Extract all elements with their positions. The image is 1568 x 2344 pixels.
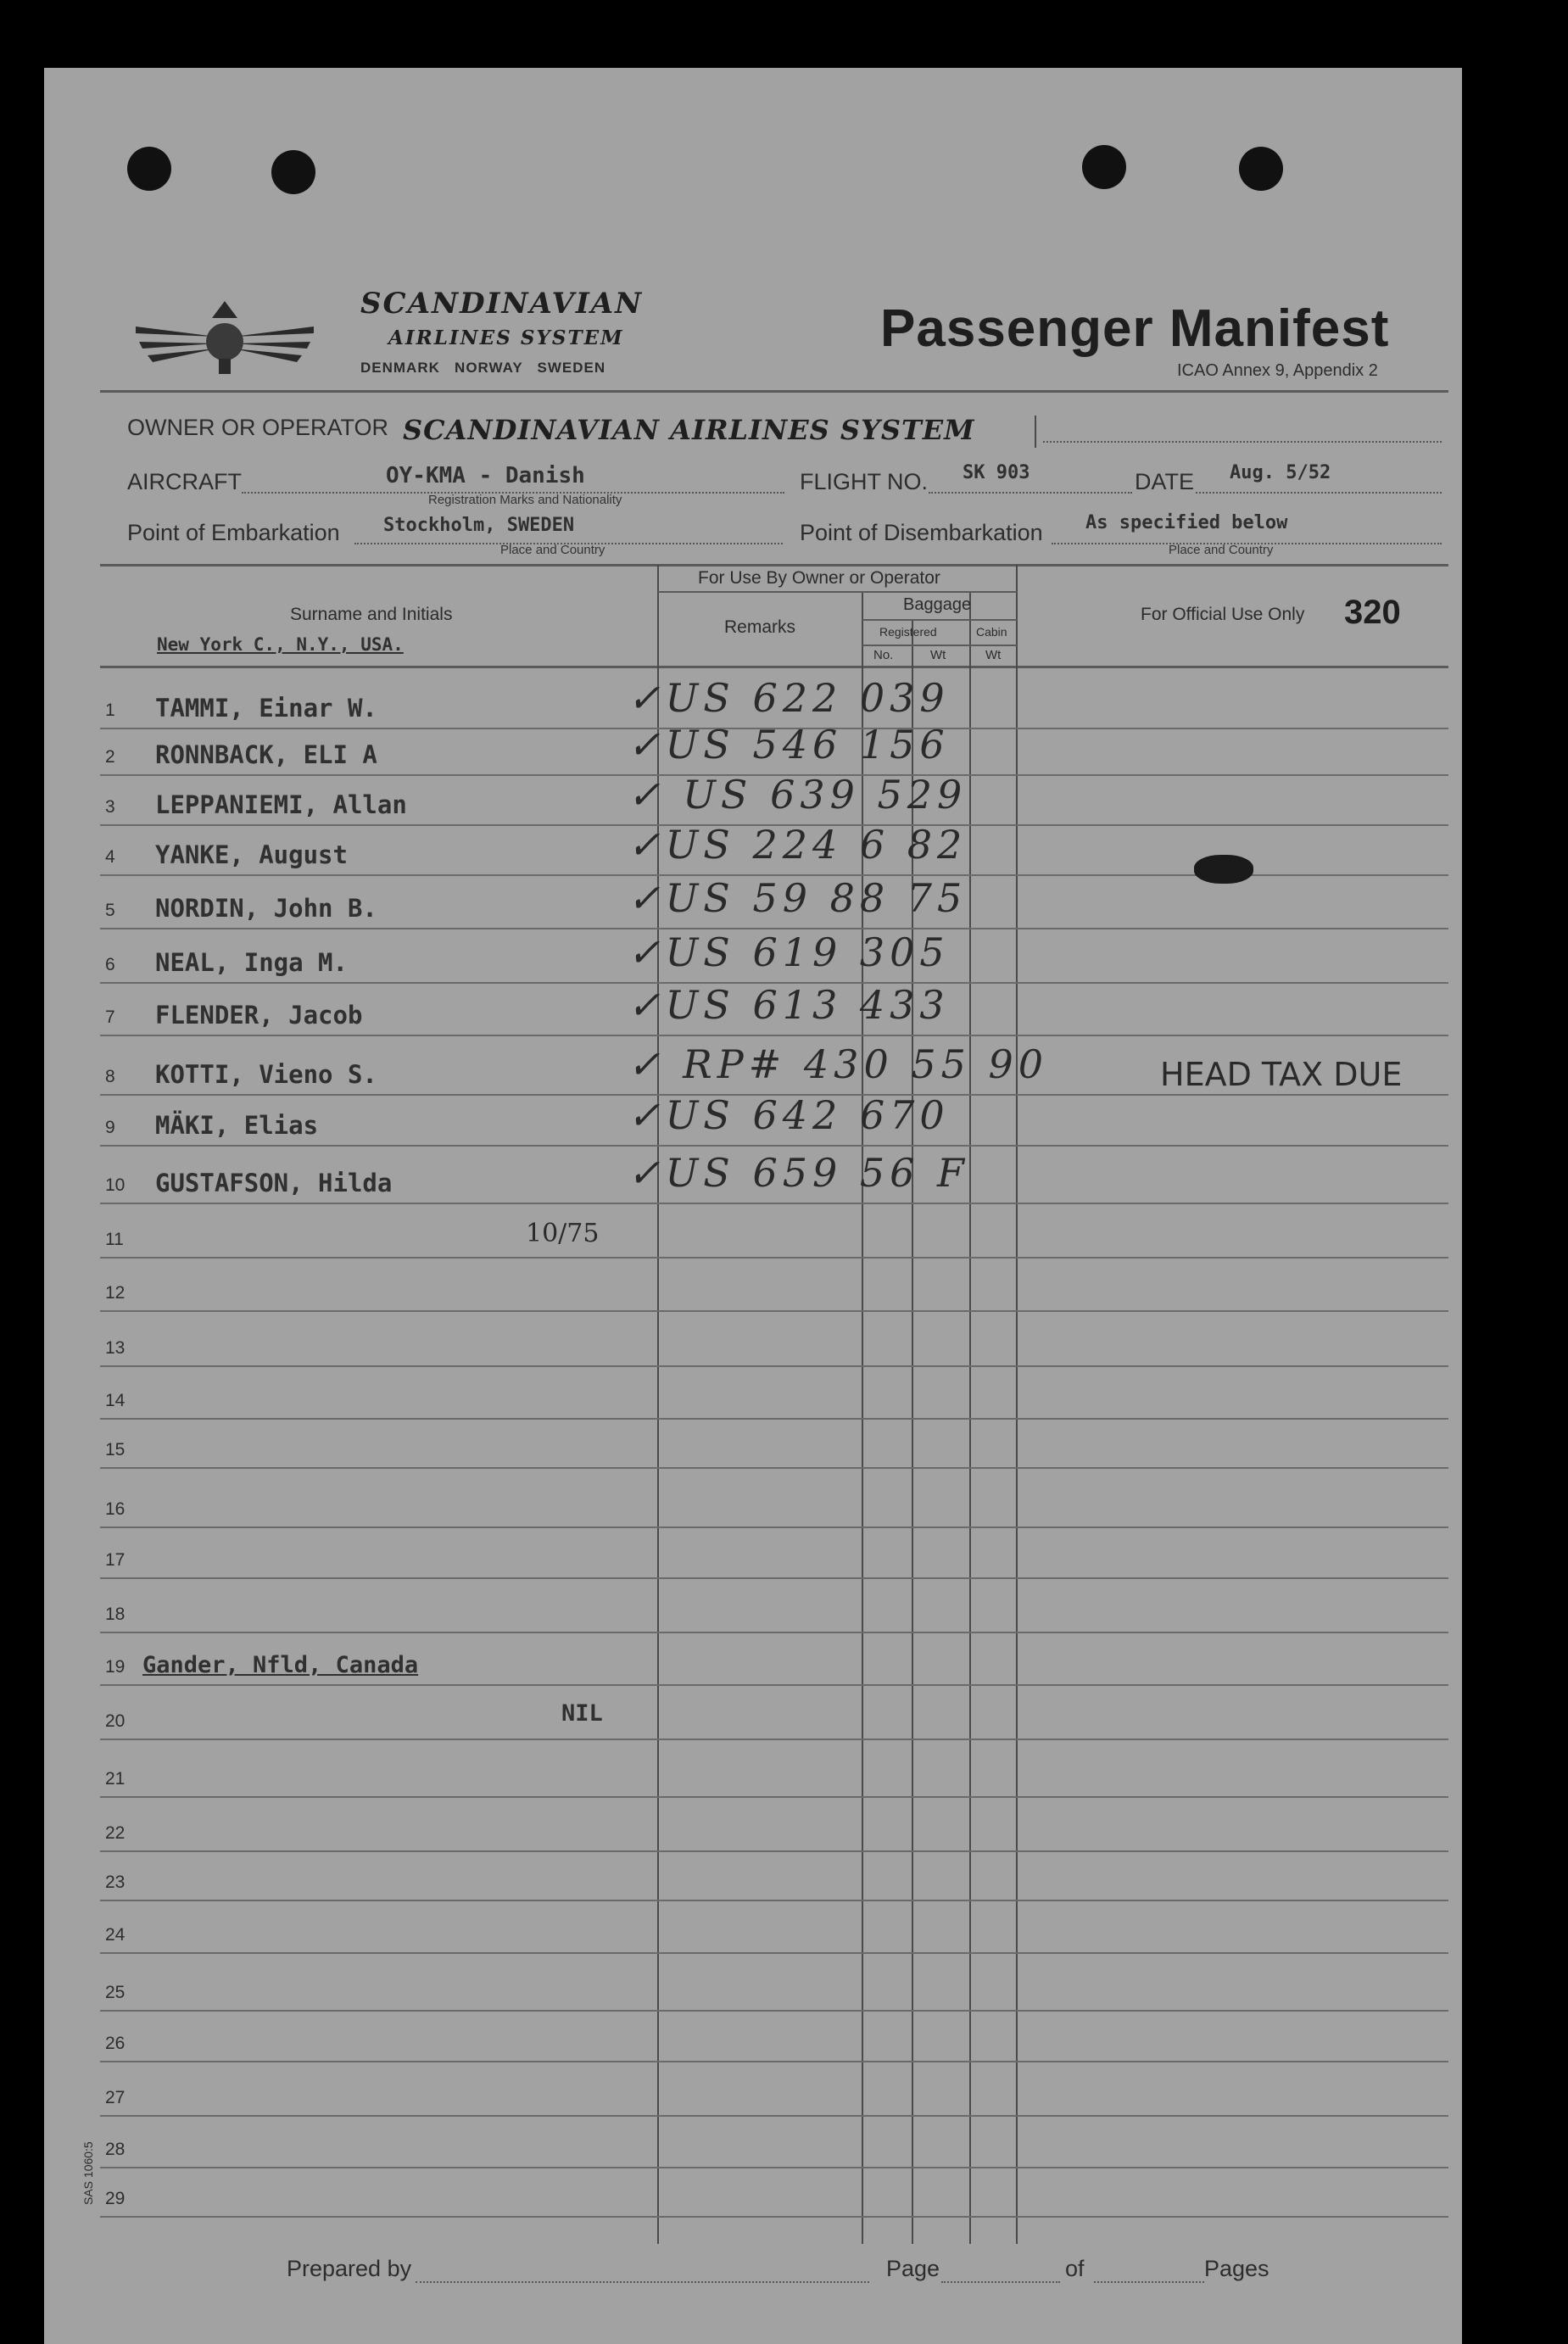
row-rule [100,1632,1448,1633]
passport-remark: ✓US 613 433 [628,982,950,1028]
disembark-caption: Place and Country [1169,543,1274,557]
row-number: 10 [105,1175,126,1195]
row-number: 20 [105,1711,126,1731]
total-note: 10/75 [526,1219,600,1248]
row-number: 2 [105,747,115,767]
row-rule [100,1526,1448,1528]
passport-remark: ✓US 546 156 [628,722,950,767]
row-rule [100,1035,1448,1036]
pages-label: Pages [1204,2256,1269,2281]
row-rule [100,1684,1448,1686]
embark-label: Point of Embarkation [127,520,340,545]
passenger-name: LEPPANIEMI, Allan [155,790,407,819]
redaction-mark [1194,855,1253,884]
row-rule [100,2115,1448,2117]
row-number: 21 [105,1769,126,1789]
passenger-name: TAMMI, Einar W. [155,694,377,723]
passenger-name: RONNBACK, ELI A [155,740,377,769]
row-rule [100,1738,1448,1740]
row-number: 14 [105,1391,126,1410]
stop-note: NIL [561,1700,603,1727]
baggage-header: Baggage [903,595,972,614]
owner-use-rule [658,591,1017,593]
punch-hole [1082,145,1126,189]
passport-remark: ✓ RP# 430 55 90 [628,1041,1049,1087]
row-rule [100,1952,1448,1954]
form-title: Passenger Manifest [880,299,1390,358]
row-rule [100,1145,1448,1147]
flight-dotted-line [929,492,1132,494]
row-number: 3 [105,797,115,817]
table-divider-official [1016,565,1018,2244]
remarks-header: Remarks [724,617,796,637]
surname-column-header: Surname and Initials [290,605,453,624]
disembark-value: As specified below [1085,512,1288,533]
passport-remark: ✓US 224 6 82 [628,822,968,868]
row-number: 15 [105,1440,126,1459]
row-number: 29 [105,2189,126,2208]
registered-header: Registered [879,625,937,639]
row-number: 26 [105,2034,126,2053]
punch-hole [271,150,315,194]
row-number: 18 [105,1605,126,1624]
owner-use-header: For Use By Owner or Operator [698,568,940,588]
prepared-by-label: Prepared by [287,2256,412,2281]
no-header: No. [873,648,894,662]
date-value: Aug. 5/52 [1230,462,1331,483]
passenger-name: KOTTI, Vieno S. [155,1060,377,1089]
owner-value: SCANDINAVIAN AIRLINES SYSTEM [403,414,975,446]
punch-hole [1239,147,1283,191]
passenger-name: GUSTAFSON, Hilda [155,1169,393,1197]
passenger-name: NEAL, Inga M. [155,948,348,977]
disembark-label: Point of Disembarkation [800,520,1043,545]
row-number: 19 [105,1657,126,1677]
row-number: 7 [105,1007,115,1027]
airline-countries: DENMARK NORWAY SWEDEN [360,360,606,376]
row-number: 4 [105,847,115,867]
row-rule [100,2167,1448,2168]
page-line [941,2281,1060,2283]
passport-remark: ✓US 659 56 F [628,1150,969,1196]
row-number: 5 [105,901,115,920]
row-rule [100,2216,1448,2218]
aircraft-label: AIRCRAFT [127,469,242,494]
wt-header: Wt [930,648,946,662]
owner-label: OWNER OR OPERATOR [127,415,389,440]
passenger-name: YANKE, August [155,840,348,869]
passport-remark: ✓US 619 305 [628,929,950,975]
row-number: 8 [105,1067,115,1086]
prepared-by-line [416,2281,869,2283]
embark-value: Stockholm, SWEDEN [383,515,575,536]
row-number: 17 [105,1550,126,1570]
row-rule [100,1257,1448,1259]
passport-remark: ✓US 59 88 75 [628,875,968,921]
page-label: Page [886,2256,940,2281]
row-number: 16 [105,1499,126,1519]
row-rule [100,1467,1448,1469]
row-number: 6 [105,955,115,974]
row-rule [100,2010,1448,2012]
row-number: 1 [105,700,115,720]
official-use-header: For Official Use Only [1141,605,1305,624]
row-number: 23 [105,1872,126,1892]
row-number: 9 [105,1118,115,1137]
airline-name: SCANDINAVIAN [360,287,644,321]
date-label: DATE [1135,469,1195,494]
table-top-rule [100,564,1448,566]
row-rule [100,1203,1448,1204]
aircraft-value: OY-KMA - Danish [386,463,585,488]
cabin-header: Cabin [976,625,1007,639]
passport-remark: ✓US 642 670 [628,1092,950,1138]
row-number: 13 [105,1338,126,1358]
form-code: SAS 1060:5 [81,2141,95,2205]
of-line [1094,2281,1204,2283]
row-rule [100,1796,1448,1798]
of-label: of [1065,2256,1085,2281]
row-number: 12 [105,1283,126,1303]
manifest-sheet [44,68,1462,2344]
row-rule [100,1418,1448,1420]
flight-label: FLIGHT NO. [800,469,929,494]
passenger-name: MÄKI, Elias [155,1111,319,1140]
cabin-wt-header: Wt [985,648,1002,662]
row-rule [100,1577,1448,1579]
registered-rule [862,645,1017,646]
passport-remark: ✓US 622 039 [628,675,950,721]
passenger-name: NORDIN, John B. [155,894,377,923]
head-tax-note: HEAD TAX DUE [1160,1056,1403,1093]
row-rule [100,1310,1448,1312]
owner-dotted-line [1043,441,1442,443]
row-rule [100,2061,1448,2062]
row-number: 24 [105,1925,126,1945]
form-subtitle: ICAO Annex 9, Appendix 2 [1177,361,1378,380]
sas-winged-emblem-icon [127,293,322,377]
row-rule [100,1850,1448,1852]
baggage-rule [862,619,1017,621]
passenger-name: FLENDER, Jacob [155,1001,363,1030]
row-rule [100,1900,1448,1901]
destination-heading: New York C., N.Y., USA. [157,634,404,655]
official-stamp-number: 320 [1344,594,1401,631]
aircraft-caption: Registration Marks and Nationality [428,493,622,507]
date-dotted-line [1196,492,1442,494]
punch-hole [127,147,171,191]
embark-caption: Place and Country [500,543,605,557]
stop-heading: Gander, Nfld, Canada [142,1652,419,1678]
passport-remark: ✓ US 639 529 [628,772,968,818]
owner-tick-mark [1035,416,1036,448]
row-number: 25 [105,1983,126,2002]
row-number: 11 [105,1230,124,1249]
row-number: 28 [105,2140,126,2159]
airline-name-line2: AIRLINES SYSTEM [388,326,624,349]
row-number: 22 [105,1823,126,1843]
flight-value: SK 903 [963,462,1030,483]
table-header-rule [100,666,1448,668]
header-rule [100,390,1448,393]
row-number: 27 [105,2088,126,2107]
row-rule [100,1365,1448,1367]
